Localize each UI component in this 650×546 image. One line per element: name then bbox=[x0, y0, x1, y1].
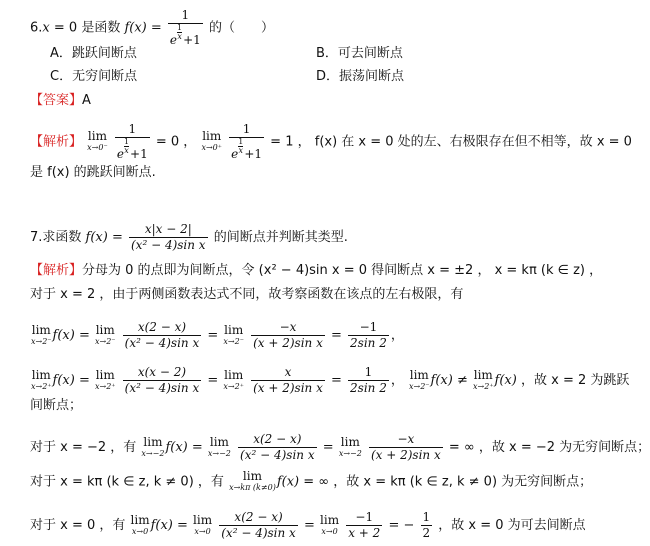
lim-sub: x→2⁻ bbox=[223, 336, 244, 346]
limit bbox=[31, 369, 52, 393]
limit bbox=[141, 436, 164, 460]
frac-den: (x² − 4)sin x bbox=[124, 336, 200, 350]
frac-den: 2sin 2 bbox=[350, 381, 387, 395]
answer-value: A bbox=[82, 93, 91, 108]
comma: ， bbox=[390, 328, 404, 343]
q7-fx: f(x) = bbox=[85, 230, 123, 245]
limit bbox=[208, 436, 231, 460]
q7-expl-line1 bbox=[30, 263, 602, 279]
limit bbox=[320, 514, 339, 538]
lim-word: lim bbox=[242, 469, 262, 483]
lim-word: lim bbox=[320, 512, 340, 527]
lim-word: lim bbox=[473, 367, 493, 382]
lim-word: lim bbox=[87, 129, 107, 143]
lim-sub: x→2⁺ bbox=[94, 381, 116, 391]
lim-sub: x→2⁺ bbox=[31, 381, 52, 391]
lim-sub: x→0 bbox=[194, 526, 211, 536]
exp-frac bbox=[238, 138, 243, 155]
lim-sub: x→−2 bbox=[141, 448, 165, 458]
q6-stem bbox=[30, 8, 274, 48]
exp-num: 1 bbox=[123, 137, 130, 146]
lim-word: lim bbox=[409, 367, 429, 382]
limit-left bbox=[87, 130, 108, 154]
lim-sub: x→2⁻ bbox=[94, 336, 116, 346]
e-symbol: e bbox=[169, 33, 178, 47]
fraction bbox=[348, 365, 389, 396]
e-symbol: e bbox=[231, 147, 239, 161]
q7-fraction bbox=[129, 222, 208, 253]
equals: = bbox=[207, 373, 219, 388]
lim-word: lim bbox=[202, 129, 222, 143]
not-equal: ≠ bbox=[456, 373, 468, 388]
lim-sub: x→0 bbox=[321, 526, 338, 536]
lim-sub: x→2⁻ bbox=[409, 381, 430, 391]
limit bbox=[339, 436, 362, 460]
q6-expl-line2: 是 f(x) 的跳跃间断点. bbox=[30, 165, 156, 180]
q7-eq-left-limit bbox=[30, 320, 404, 351]
q6-explanation bbox=[30, 122, 632, 162]
lim-sub: x→0⁻ bbox=[87, 143, 108, 152]
exp-frac bbox=[177, 24, 182, 41]
lim-word: lim bbox=[224, 322, 244, 337]
limit bbox=[229, 470, 276, 494]
frac-den: (x² − 4)sin x bbox=[240, 448, 315, 462]
exp-den: x bbox=[177, 32, 182, 41]
q6-option-a: A．跳跃间断点 bbox=[50, 46, 137, 61]
frac-den: (x + 2)sin x bbox=[253, 336, 323, 350]
lim-word: lim bbox=[95, 322, 115, 337]
exp-den: x bbox=[124, 146, 129, 155]
q7-eq5-pre: 对于 x = 0 ，有 bbox=[30, 518, 126, 533]
fraction bbox=[346, 510, 382, 541]
frac-den: 2 bbox=[422, 526, 431, 540]
fraction bbox=[421, 510, 433, 541]
den-tail: +1 bbox=[244, 147, 263, 161]
lim-word: lim bbox=[31, 367, 51, 382]
limit bbox=[31, 324, 52, 348]
lim-sub: x→−2 bbox=[338, 448, 362, 458]
fx: f(x) = bbox=[52, 328, 90, 343]
q6-fraction bbox=[168, 8, 203, 48]
fraction bbox=[348, 320, 389, 351]
exp-num: 1 bbox=[238, 137, 244, 146]
equals: = bbox=[331, 373, 342, 388]
fx: f(x) bbox=[276, 474, 300, 490]
q7-post: 的间断点并判断其类型. bbox=[213, 230, 348, 245]
lim-word: lim bbox=[130, 512, 150, 527]
frac-num: 1 bbox=[348, 365, 389, 381]
q7-eq2-tail: ，故 x = 2 为跳跃 bbox=[520, 373, 630, 388]
frac-num: x(2 − x) bbox=[219, 510, 298, 526]
q7-eq-right-limit: lim x→2⁺ f(x) = lim x→2⁺ $\frac{x(x - 2)}{\text{(x² − 4)sin x}}$ = lim x→2⁺ $\frac{x}{\text{(x + 2)sin x}}$ = $\frac{1}{2\sin 2}$ ， lim x→2⁻ f(x) ≠ lim x→2⁺ f(x) ，故 x = 2 为跳跃 bbox=[31, 365, 630, 395]
q7-expl-line2: 对于 x = 2 ，由于两侧函数表达式不同，故考察函数在该点的左右极限，有 bbox=[30, 287, 464, 302]
limit bbox=[95, 369, 116, 393]
q7-eq3-pre: 对于 x = −2 ，有 bbox=[30, 440, 137, 455]
q7-eq5-tail: ，故 x = 0 为可去间断点 bbox=[438, 518, 586, 533]
frac-num: x(2 − x) bbox=[123, 320, 202, 336]
q7-eq-minus2 bbox=[30, 432, 650, 463]
q6-var: x bbox=[42, 20, 50, 36]
q6-fx: f(x) = bbox=[124, 20, 162, 36]
q7-eq4-pre: 对于 x = kπ (k ∈ z, k ≠ 0) ，有 bbox=[30, 474, 224, 490]
q6-frac-den bbox=[168, 24, 203, 48]
frac-den bbox=[115, 138, 150, 162]
q6-text: = 0 是函数 bbox=[53, 20, 121, 36]
q7-eq-zero bbox=[30, 510, 586, 541]
lim-word: lim bbox=[340, 434, 360, 449]
frac-den: (x + 2)sin x bbox=[370, 448, 441, 462]
fraction bbox=[123, 365, 202, 396]
eq-one: = 1 ， bbox=[270, 134, 311, 150]
q7-eq2-line2: 间断点； bbox=[30, 398, 83, 413]
frac-num: −1 bbox=[348, 320, 389, 336]
q7-frac-num: x|x − 2| bbox=[129, 222, 208, 238]
lim-sub: x→2⁻ bbox=[31, 336, 52, 346]
fx: f(x) = bbox=[150, 518, 188, 533]
e-symbol: e bbox=[116, 147, 124, 161]
equals: = bbox=[303, 518, 315, 533]
equals-minus: = − bbox=[388, 518, 415, 533]
lim-word: lim bbox=[209, 434, 229, 449]
fx: f(x) = bbox=[52, 373, 90, 388]
frac-num: x(2 − x) bbox=[238, 432, 317, 448]
q7-eq3-tail: = ∞ ，故 x = −2 为无穷间断点； bbox=[448, 440, 650, 455]
q6-post: 的（ ） bbox=[208, 20, 274, 36]
explanation-tag: 【解析】 bbox=[30, 263, 83, 278]
limit bbox=[193, 514, 212, 538]
fraction bbox=[369, 432, 443, 463]
q6-expl-frac-2 bbox=[229, 122, 264, 162]
lim-sub: x→0 bbox=[131, 526, 149, 536]
frac-num: −1 bbox=[346, 510, 382, 526]
q7-stem bbox=[30, 222, 348, 253]
exp-frac bbox=[124, 138, 129, 155]
fraction bbox=[219, 510, 298, 541]
fraction bbox=[123, 320, 202, 351]
limit bbox=[473, 369, 494, 393]
fraction bbox=[251, 365, 325, 396]
frac-den: (x² − 4)sin x bbox=[124, 381, 200, 395]
limit bbox=[409, 369, 430, 393]
frac-num: x bbox=[251, 365, 325, 381]
answer-tag: 【答案】 bbox=[30, 93, 83, 108]
frac-num: 1 bbox=[229, 122, 264, 138]
limit bbox=[95, 324, 116, 348]
q7-l1-text: 分母为 0 的点即为间断点，令 (x² − 4)sin x = 0 得间断点 x = ±2 ， x = kπ (k ∈ z) ， bbox=[82, 263, 603, 278]
frac-den: (x + 2)sin x bbox=[253, 381, 323, 395]
den-tail: +1 bbox=[130, 147, 148, 161]
frac-num: 1 bbox=[115, 122, 150, 138]
limit bbox=[223, 324, 244, 348]
frac-den bbox=[229, 138, 264, 162]
lim-sub: x→−2 bbox=[207, 448, 231, 458]
explanation-tag: 【解析】 bbox=[30, 134, 83, 150]
lim-sub: x→kπ (k≠0) bbox=[229, 483, 276, 492]
fx: f(x) bbox=[430, 373, 453, 388]
frac-num: 1 bbox=[422, 510, 431, 524]
fx: f(x) = bbox=[165, 440, 203, 455]
lim-word: lim bbox=[224, 367, 244, 382]
q6-expl-text: f(x) 在 x = 0 处的左、右极限存在但不相等，故 x = 0 bbox=[314, 134, 632, 150]
equals: = bbox=[322, 440, 334, 455]
frac-den: 2sin 2 bbox=[350, 336, 387, 350]
eq-zero: = 0 ， bbox=[155, 134, 197, 150]
q6-expl-frac-1 bbox=[115, 122, 150, 162]
lim-word: lim bbox=[95, 367, 115, 382]
q6-option-c: C．无穷间断点 bbox=[50, 69, 138, 84]
q6-answer bbox=[30, 93, 91, 109]
q7-frac-den: (x² − 4)sin x bbox=[131, 238, 206, 252]
lim-sub: x→2⁺ bbox=[223, 381, 244, 391]
q6-frac-num: 1 bbox=[168, 8, 203, 24]
frac-den: (x² − 4)sin x bbox=[221, 526, 296, 540]
frac-num: x(x − 2) bbox=[123, 365, 202, 381]
exp-num: 1 bbox=[177, 23, 183, 32]
q7-number: 7.求函数 bbox=[30, 230, 82, 245]
frac-den: x + 2 bbox=[348, 526, 381, 540]
lim-sub: x→2⁺ bbox=[473, 381, 494, 391]
q6-number: 6. bbox=[30, 20, 43, 36]
lim-word: lim bbox=[143, 434, 163, 449]
lim-word: lim bbox=[31, 322, 51, 337]
fraction bbox=[251, 320, 325, 351]
fraction bbox=[238, 432, 317, 463]
lim-word: lim bbox=[193, 512, 213, 527]
limit bbox=[223, 369, 244, 393]
equals: = bbox=[207, 328, 219, 343]
q6-option-b: B．可去间断点 bbox=[316, 46, 403, 61]
equals: = bbox=[331, 328, 342, 343]
exp-den: x bbox=[238, 146, 244, 155]
q7-eq-kpi bbox=[30, 470, 592, 494]
fx: f(x) bbox=[494, 373, 517, 388]
den-tail: +1 bbox=[183, 33, 201, 47]
limit-right bbox=[201, 130, 222, 154]
frac-num: −x bbox=[251, 320, 325, 336]
lim-sub: x→0⁺ bbox=[201, 143, 222, 152]
q7-eq4-tail: = ∞ ，故 x = kπ (k ∈ z, k ≠ 0) 为无穷间断点； bbox=[303, 474, 593, 490]
limit bbox=[131, 514, 150, 538]
frac-num: −x bbox=[369, 432, 443, 448]
q6-option-d: D．振荡间断点 bbox=[316, 69, 405, 84]
